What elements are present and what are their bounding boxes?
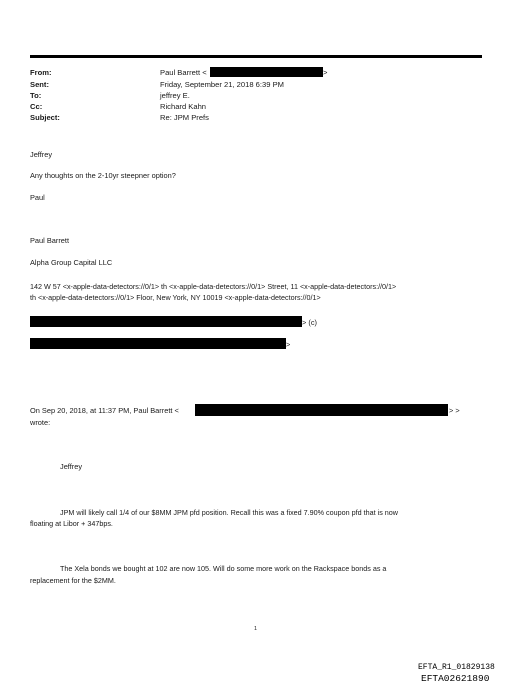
sent-value: Friday, September 21, 2018 6:39 PM [160,80,284,89]
signature-company: Alpha Group Capital LLC [30,258,113,267]
quoted-para2-line1: The Xela bonds we bought at 102 are now 105. Will do some more work on the Rackspace bonds as a [60,564,387,573]
redaction-bar [195,404,448,416]
redaction-bar [30,338,286,349]
from-value: Paul Barrett < [160,68,207,77]
signature-address-line1: 142 W 57 <x-apple-data-detectors://0/1> th <x-apple-data-detectors://0/1> Street, 11 <x-apple-data-detectors://0/1> [30,282,397,291]
signature-phone-suffix: > (c) [302,318,317,327]
sent-label: Sent: [30,80,49,89]
signature-name: Paul Barrett [30,236,70,245]
message-greeting: Jeffrey [30,150,53,159]
quoted-para2-line2: replacement for the $2MM. [30,576,116,585]
redaction-bar [210,67,323,77]
signature-email-suffix: > [286,340,291,349]
subject-value: Re: JPM Prefs [160,113,209,122]
from-label: From: [30,68,52,77]
cc-label: Cc: [30,102,43,111]
quoted-para1-line2: floating at Libor + 347bps. [30,519,113,528]
signature-address-line2: th <x-apple-data-detectors://0/1> Floor, New York, NY 10019 <x-apple-data-detectors://0/1> [30,293,321,302]
quoted-greeting: Jeffrey [60,462,83,471]
quoted-intro: On Sep 20, 2018, at 11:37 PM, Paul Barrett < [30,406,179,415]
from-close: > [323,68,328,77]
to-value: jeffrey E. [160,91,190,100]
header-rule [30,55,482,58]
message-signoff: Paul [30,193,45,202]
to-label: To: [30,91,42,100]
subject-label: Subject: [30,113,60,122]
message-question: Any thoughts on the 2-10yr steepner option? [30,171,176,180]
bates-number-1: EFTA_R1_01829138 [418,663,495,672]
page-number: 1 [254,626,258,632]
quoted-para1-line1: JPM will likely call 1/4 of our $8MM JPM pfd position. Recall this was a fixed 7.90% coupon pfd that is now [60,508,398,517]
bates-number-2: EFTA02621890 [421,673,490,684]
quoted-wrote: wrote: [30,418,51,427]
quoted-intro-close: > > [449,406,460,415]
redaction-bar [30,316,302,327]
cc-value: Richard Kahn [160,102,207,111]
